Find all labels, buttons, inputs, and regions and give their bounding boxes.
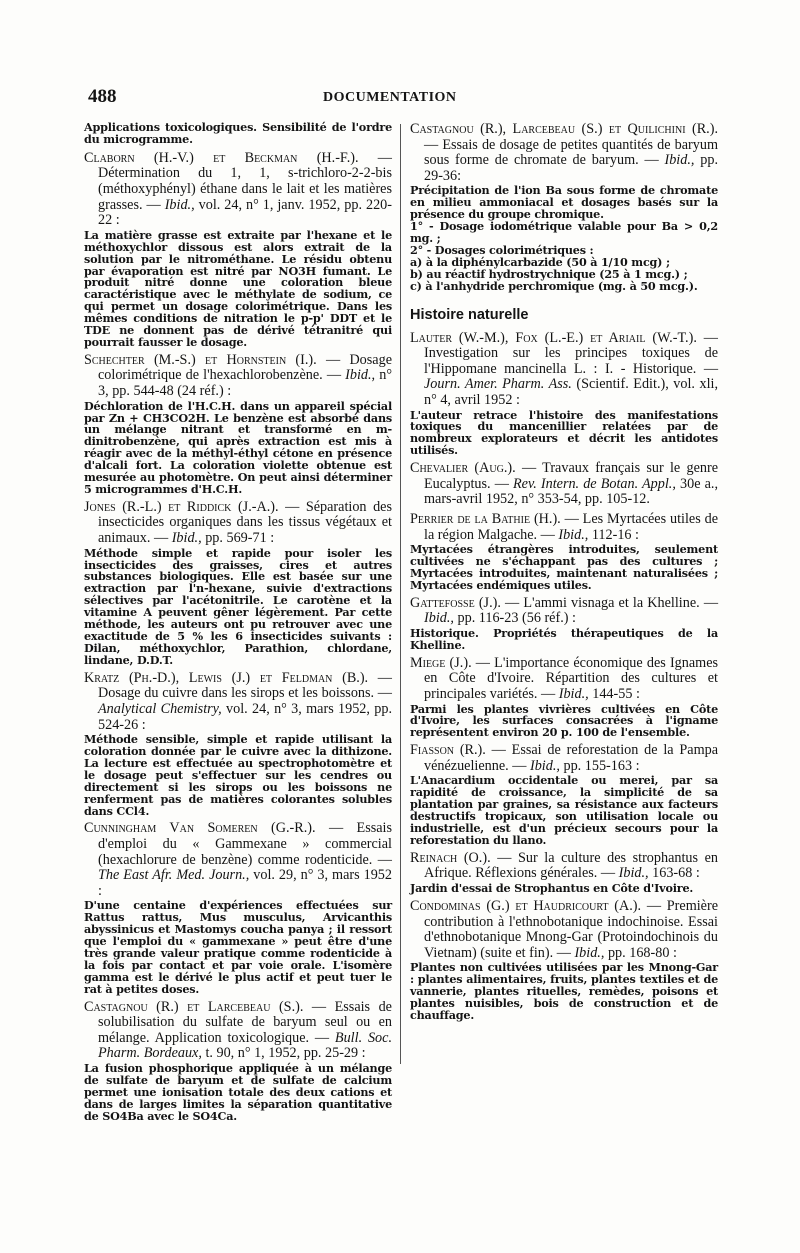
- bibliography-entry: [84, 353, 392, 496]
- entry-authors: Castagnou (R.) et Larcebeau (S.).: [84, 998, 304, 1015]
- entry-authors: Claborn (H.-V.) et Beckman (H.-F.).: [84, 149, 359, 166]
- bibliography-entry: [410, 512, 718, 592]
- entry-abstract: Historique. Propriétés thérapeutiques de la Khelline.: [410, 625, 718, 652]
- entry-reference: 163-68 :: [652, 865, 700, 882]
- continued-abstract: Applications toxicologiques. Sensibilité de l'ordre du microgramme.: [84, 120, 392, 146]
- entry-abstract: L'auteur retrace l'histoire des manifestations toxiques du mancenillier relatées par de nombreux explorateurs et décrit les antidotes utilisés.: [410, 407, 718, 458]
- entry-title: Essais de dosage de petites quantités de baryum sous forme de chromate de baryum.: [424, 136, 719, 169]
- citation: Schechter (M.-S.) et Hornstein (I.). — Dosage colorimétrique de l'hexachlorobenzène. — Ibid., n° 3, pp. 544-48 (24 réf.) :: [84, 351, 392, 400]
- entry-authors: Jones (R.-L.) et Riddick (J.-A.).: [84, 498, 279, 515]
- entry-title: Sur la culture des strophantus en Afrique. Réflexions générales.: [424, 849, 719, 882]
- left-column: [84, 122, 392, 1127]
- section-heading: Histoire naturelle: [410, 306, 529, 323]
- bibliography-entry: [410, 331, 718, 458]
- entry-reference: vol. 24, n° 1, janv. 1952, pp. 220-22 :: [98, 196, 393, 229]
- citation: Jones (R.-L.) et Riddick (J.-A.). — Séparation des insecticides organiques dans les tissus végétaux et animaux. — Ibid., pp. 569-71 :: [84, 498, 392, 547]
- page-number: 488: [88, 86, 117, 107]
- bibliography-entry: [84, 500, 392, 667]
- bibliography-entry: [410, 656, 718, 740]
- abstract-line: Précipitation de l'ion Ba sous forme de chromate en milieu ammoniacal et dosages basés sur la présence du groupe chromique.: [410, 183, 718, 222]
- citation: Claborn (H.-V.) et Beckman (H.-F.). — Détermination du 1, 1, s-trichloro-2-2-bis (méthoxyphényl) éthane dans le lait et les matières grasses. — Ibid., vol. 24, n° 1, janv. 1952, pp. 220-22 :: [84, 149, 393, 229]
- entry-journal: Ibid.,: [574, 944, 605, 961]
- entry-abstract: Myrtacées étrangères introduites, seulement cultivées ne s'échappant pas des cultures ; Myrtacées introduites, maintenant naturalisées ; Myrtacées endémiques utiles.: [410, 542, 718, 592]
- citation: Perrier de la Bathie (H.). — Les Myrtacées utiles de la région Malgache. — Ibid., 112-16 :: [410, 510, 718, 543]
- column-divider: [400, 124, 401, 1064]
- citation: Gattefosse (J.). — L'ammi visnaga et la Khelline. — Ibid., pp. 116-23 (56 réf.) :: [410, 594, 719, 627]
- entry-title: Essais d'emploi du « Gammexane » commercial (hexachlorure de benzène) comme rodenticide.: [98, 820, 392, 868]
- entry-title: Investigation sur les principes toxiques de l'Hippomane mancinella L. : I. - Historique.: [424, 345, 718, 377]
- entry-reference: (Scientif. Edit.), vol. xli, n° 4, avril 1952 :: [424, 376, 719, 408]
- citation: Cunningham Van Someren (G.-R.). — Essais d'emploi du « Gammexane » commercial (hexachlorure de benzène) comme rodenticide. — The East Afr. Med. Journ., vol. 29, n° 3, mars 1952 :: [84, 820, 392, 899]
- entry-journal: Ibid.,: [558, 685, 589, 702]
- right-column: [410, 122, 718, 1026]
- entry-journal: Ibid.,: [558, 526, 589, 543]
- entry-title: Essais de solubilisation du sulfate de baryum seul ou en mélange. Application toxicologique.: [98, 998, 392, 1046]
- entry-authors: Reinach (O.).: [410, 849, 491, 866]
- entry-journal: Ibid.,: [424, 610, 454, 627]
- entry-reference: pp. 168-80 :: [607, 944, 677, 961]
- entry-abstract: Plantes non cultivées utilisées par les Mnong-Gar : plantes alimentaires, fruits, plantes textiles et de vannerie, plantes rituelles, remèdes, poisons et plantes nuisibles, bois de construction et de chauffage.: [410, 960, 718, 1022]
- bibliography-entry: [84, 151, 392, 349]
- entry-reference: pp. 116-23 (56 réf.) :: [457, 610, 576, 627]
- entry-authors: Miege (J.).: [410, 654, 472, 671]
- entry-journal: The East Afr. Med. Journ.,: [98, 867, 250, 884]
- citation: Lauter (W.-M.), Fox (L.-E.) et Ariail (W.-T.). — Investigation sur les principes toxiques de l'Hippomane mancinella L. : I. - Historique. — Journ. Amer. Pharm. Ass. (Scientif. Edit.), vol. xli, n° 4, avril 1952 :: [410, 329, 719, 408]
- running-title: DOCUMENTATION: [323, 90, 457, 105]
- entry-abstract: Parmi les plantes vivrières cultivées en Côte d'Ivoire, les surfaces consacrées à l'igname représentent environ 20 p. 100 de l'ensemble.: [410, 701, 718, 740]
- entry-journal: Ibid.,: [664, 152, 695, 169]
- entry-journal: Ibid.,: [529, 757, 560, 774]
- entry-abstract: La matière grasse est extraite par l'hexane et le méthoxychlor dissous est alors extrait de la solution par le nitrométhane. Le résidu obtenu par évaporation est nitré par NO3H fumant. Le produit nitré donne une coloration bleue caractéristique avec le méthylate de sodium, ce qui permet un dosage colorimétrique. Dans les mêmes conditions de nitration le p-p' DDT et le TDE ne donnent pas de dérivé tétranitré qui pourrait fausser le dosage.: [84, 227, 392, 349]
- bibliography-entry: [410, 851, 718, 895]
- entry-title: L'ammi visnaga et la Khelline.: [523, 594, 700, 611]
- citation: Castagnou (R.), Larcebeau (S.) et Quilichini (R.). — Essais de dosage de petites quantités de baryum sous forme de chromate de baryum. — Ibid., pp. 29-36:: [410, 121, 719, 184]
- entry-title: Première contribution à l'ethnobotanique indochinoise. Essai d'ethnobotanique Mnong-Gar (Protoindochinois du Vietnam) (suite et fin).: [424, 897, 719, 961]
- entry-authors: Gattefosse (J.).: [410, 594, 501, 611]
- entry-abstract: D'une centaine d'expériences effectuées sur Rattus rattus, Mus musculus, Arvicanthis abyssinicus et Mastomys coucha panya ; il ressort que l'emploi du « gammexane » peut être d'une très grande valeur pratique comme rodenticide à la fois par contact et par voie orale. L'isomère gamma est le dérivé le plus actif et peut tuer le rat à petites doses.: [84, 898, 392, 996]
- entry-journal: Bull. Soc. Pharm. Bordeaux,: [98, 1029, 392, 1062]
- citation: Chevalier (Aug.). — Travaux français sur le genre Eucalyptus. — Rev. Intern. de Botan. Appl., 30e a., mars-avril 1952, n° 353-54, pp. 105-12.: [410, 460, 719, 508]
- entry-title: Dosage colorimétrique de l'hexachlorobenzène.: [98, 351, 392, 384]
- bibliography-entry: [410, 596, 718, 652]
- entry-title: Séparation des insecticides organiques dans les tissus végétaux et animaux.: [98, 498, 392, 547]
- entry-reference: 112-16 :: [591, 526, 639, 543]
- entry-authors: Perrier de la Bathie (H.).: [410, 510, 561, 527]
- entry-reference: vol. 24, n° 3, mars 1952, pp. 524-26 :: [98, 700, 392, 733]
- entry-journal: Ibid.,: [164, 196, 195, 213]
- entry-reference: pp. 155-163 :: [563, 757, 640, 774]
- bibliography-entry: [410, 461, 718, 508]
- entry-journal: Ibid.,: [618, 865, 649, 882]
- entry-reference: vol. 29, n° 3, mars 1952 :: [98, 867, 392, 899]
- entry-title: Essai de reforestation de la Pampa vénézuelienne.: [424, 742, 719, 774]
- entry-reference: 30e a., mars-avril 1952, n° 353-54, pp. 105-12.: [424, 475, 719, 508]
- entry-title: Les Myrtacées utiles de la région Malgache.: [424, 510, 718, 543]
- entry-authors: Lauter (W.-M.), Fox (L.-E.) et Ariail (W.-T.).: [410, 329, 697, 346]
- entry-authors: Schechter (M.-S.) et Hornstein (I.).: [84, 351, 317, 368]
- citation: Kratz (Ph.-D.), Lewis (J.) et Feldman (B.). — Dosage du cuivre dans les sirops et les boissons. — Analytical Chemistry, vol. 24, n° 3, mars 1952, pp. 524-26 :: [84, 669, 392, 733]
- bibliography-entry: [410, 122, 718, 293]
- entry-reference: n° 3, pp. 544-48 (24 réf.) :: [98, 367, 392, 400]
- entry-abstract: Jardin d'essai de Strophantus en Côte d'Ivoire.: [410, 881, 694, 896]
- abstract-line: b) au réactif hydrostrychnique (25 à 1 mcg.) ;: [410, 266, 688, 281]
- bibliography-entry: [84, 821, 392, 995]
- entry-abstract: La fusion phosphorique appliquée à un mélange de sulfate de baryum et de sulfate de calcium permet une ionisation totale des deux cations et dans de larges limites la séparation quantitative de SO4Ba avec le SO4Ca.: [84, 1061, 392, 1123]
- entry-reference: 144-55 :: [592, 685, 640, 702]
- entry-authors: Chevalier (Aug.).: [410, 460, 516, 477]
- entry-abstract: Méthode sensible, simple et rapide utilisant la coloration donnée par le cuivre avec la dithizone. La lecture est effectuée au spectrophotomètre et le dosage peut s'effectuer sur les cendres ou directement si les sirops ou les boissons ne renferment pas de matières colorantes solubles dans CCl4.: [84, 732, 392, 818]
- abstract-line: a) à la diphénylcarbazide (50 à 1/10 mcg) ;: [410, 254, 670, 269]
- entry-authors: Kratz (Ph.-D.), Lewis (J.) et Feldman (B.).: [84, 669, 369, 686]
- bibliography-entry: [84, 1000, 392, 1123]
- bibliography-entry: [410, 743, 718, 847]
- entry-title: Détermination du 1, 1, s-trichloro-2-2-bis (méthoxyphényl) éthane dans le lait et les matières grasses.: [98, 165, 392, 213]
- entry-title: L'importance économique des Ignames en Côte d'Ivoire. Répartition des cultures et principales variétés.: [424, 654, 719, 702]
- abstract-line: c) à l'anhydride perchromique (mg. à 50 mcg.).: [410, 278, 698, 293]
- entry-abstract: Déchloration de l'H.C.H. dans un appareil spécial par Zn + CH3CO2H. Le benzène est absorbé dans un mélange nitrant et transformé en m-dinitrobenzène, qui après extraction est mis à réagir avec de la méthyl-éthyl cétone en présence d'alcali fort. La coloration violette obtenue est mesurée au photomètre. On peut ainsi déterminer 5 microgrammes d'H.C.H.: [84, 398, 392, 496]
- entry-abstract: L'Anacardium occidentale ou merei, par sa rapidité de croissance, la simplicité de sa plantation par graines, sa résistance aux facteurs destructifs tropicaux, son utilisation locale ou industrielle, est d'un précieux secours pour la reforestation du llano.: [410, 773, 718, 847]
- entry-title: Travaux français sur le genre Eucalyptus.: [424, 460, 718, 492]
- entry-authors: Castagnou (R.), Larcebeau (S.) et Quilichini (R.).: [410, 121, 718, 137]
- entry-authors: Fiasson (R.).: [410, 742, 486, 759]
- entry-authors: Cunningham Van Someren (G.-R.).: [84, 820, 316, 837]
- page-header: [88, 86, 782, 112]
- citation: Castagnou (R.) et Larcebeau (S.). — Essais de solubilisation du sulfate de baryum seul ou en mélange. Application toxicologique. — Bull. Soc. Pharm. Bordeaux, t. 90, n° 1, 1952, pp. 25-29 :: [84, 998, 392, 1062]
- entry-journal: Rev. Intern. de Botan. Appl.,: [513, 475, 676, 492]
- entry-journal: Ibid.,: [171, 530, 202, 547]
- citation: Fiasson (R.). — Essai de reforestation de la Pampa vénézuelienne. — Ibid., pp. 155-163 :: [410, 742, 719, 774]
- abstract-line: 1° - Dosage iodométrique valable pour Ba > 0,2 mg. ;: [410, 219, 718, 245]
- entry-journal: Analytical Chemistry,: [98, 700, 222, 717]
- entry-reference: t. 90, n° 1, 1952, pp. 25-29 :: [205, 1045, 366, 1062]
- citation: Reinach (O.). — Sur la culture des strophantus en Afrique. Réflexions générales. — Ibid., 163-68 :: [410, 849, 719, 882]
- entry-title: Dosage du cuivre dans les sirops et les boissons.: [98, 685, 375, 702]
- entry-reference: pp. 29-36:: [424, 152, 718, 184]
- entry-journal: Ibid.,: [345, 367, 376, 384]
- entry-abstract: Méthode simple et rapide pour isoler les insecticides des graisses, cires et autres substances biologiques. Elle est basée sur une extraction par l'n-hexane, suivie d'extractions sélectives par l'acétonitrile. Le carotène et la vitamine A peuvent gêner légèrement. Par cette méthode, les auteurs ont pu retrouver avec une exactitude de 5 % les 6 insecticides suivants : Dilan, méthoxychlor, Parathion, chlordane, lindane, D.D.T.: [84, 545, 392, 667]
- abstract-line: 2° - Dosages colorimétriques :: [410, 242, 594, 257]
- bibliography-entry: [84, 671, 392, 818]
- entry-reference: pp. 569-71 :: [205, 530, 275, 547]
- citation: Miege (J.). — L'importance économique des Ignames en Côte d'Ivoire. Répartition des cultures et principales variétés. — Ibid., 144-55 :: [410, 654, 719, 702]
- entry-journal: Journ. Amer. Pharm. Ass.: [424, 376, 572, 393]
- citation: Condominas (G.) et Haudricourt (A.). — Première contribution à l'ethnobotanique indochinoise. Essai d'ethnobotanique Mnong-Gar (Protoindochinois du Vietnam) (suite et fin). — Ibid., pp. 168-80 :: [410, 897, 719, 961]
- entry-abstract: [410, 185, 718, 292]
- entry-authors: Condominas (G.) et Haudricourt (A.).: [410, 897, 642, 914]
- bibliography-entry: [410, 899, 718, 1022]
